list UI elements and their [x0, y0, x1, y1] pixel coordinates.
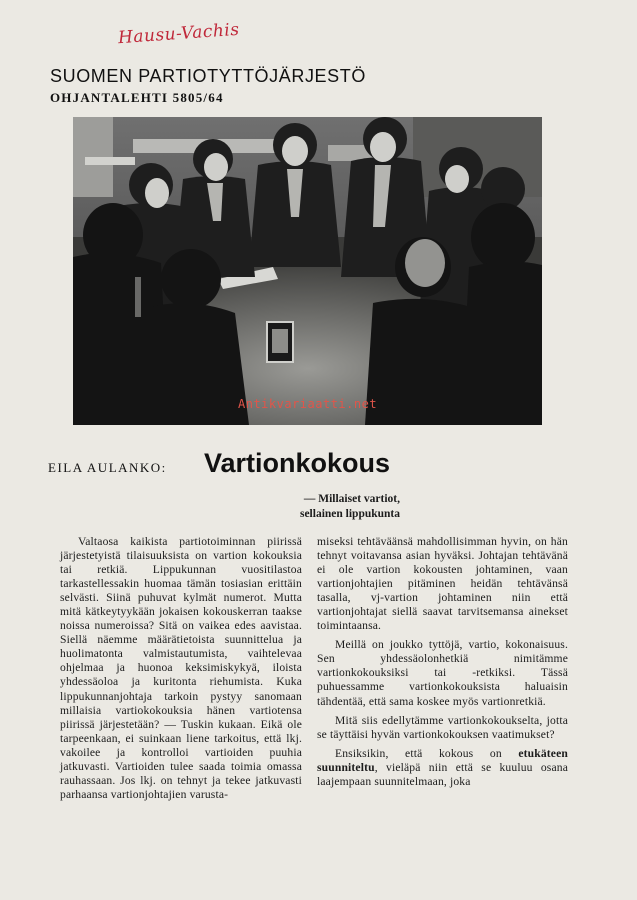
para4-end: , vieläpä niin että se kuuluu osana laajempaan suunnitelmaan, joka [317, 760, 568, 788]
watermark-text: Antikvariaatti.net [238, 397, 378, 411]
article-subtitle [180, 492, 400, 522]
article-photo [73, 117, 542, 425]
subtitle-line-2: sellainen lippukunta [299, 508, 400, 520]
article-column-right [317, 535, 568, 789]
article-column-left [60, 535, 302, 802]
right-paragraph-2: Meillä on joukko tyttöjä, vartio, kokonaisuus. Sen yhdessäolonhetkiä nimitämme vartionkokouksiksi tai -retkiksi. Tässä puhuessamme vartionkokouksista haluaisin tähdentää, että sama koskee myös vartionretkiä. [317, 638, 568, 708]
article-author: EILA AULANKO: [48, 460, 167, 475]
right-paragraph-3: Mitä siis edellytämme vartionkokoukselta, jotta se täyttäisi hyvän vartionkokouksen vaatimukset? [317, 713, 568, 741]
article-title: Vartionkokous [204, 448, 391, 478]
para4-emphasis: etukäteen suunniteltu [317, 746, 568, 774]
subtitle-line-1: — Millaiset vartiot, [303, 493, 400, 505]
para4-start: Ensiksikin, että kokous on [335, 746, 519, 760]
right-paragraph-4 [317, 747, 568, 789]
issue-number: OHJANTALEHTI 5805/64 [50, 90, 224, 105]
organization-name: SUOMEN PARTIOTYTTÖJÄRJESTÖ [50, 66, 366, 86]
photo-girl-guides-circle [73, 117, 542, 425]
left-paragraph: Valtaosa kaikista partiotoiminnan piirissä järjestetyistä tilaisuuksista on vartion kokouksia tai retkiä. Lippukunnan vuositilastoa tarkastellessakin huomaa tämän tosiasian erittäin selvästi. Siinä puhuvat kylmät numerot. Mutta mitä kätkeytyykään jokaisen kokouskerran taakse noissa numeroissa? Sitä on vaikea edes aavistaa. Siellä näemme määrätietoista suunnittelua ja huolimatonta valmistautumista, vaihtelevaa ohjelmaa ja huonoa keksimiskykyä, iloista yhdessäoloa ja kuritonta riehumista. Kuka lippukunnanjohtaja tarkoin pystyy sanomaan millaisia vartiokokouksia hänen vartiotensa piirissä järjestetään? — Tuskin kukaan. Eikä ole tarpeenkaan, ei suinkaan liene tarkoitus, että lkj. vakoilee ja kontrolloi vartioiden puuhia jatkuvasti. Vartioiden tulee saada toimia omassa rauhassaan. Jos lkj. on tehnyt ja tekee jatkuvasti parhaansa vartionjohtajien varusta- [60, 535, 302, 801]
handwritten-annotation: Hausu-Vachis [117, 19, 241, 49]
right-paragraph-1: miseksi tehtäväänsä mahdollisimman hyvin, on hän tehnyt voitavansa asian hyväksi. Johtajan tehtävänä ei ole vartion kokousten johtaminen, vaan vartionjohtajien pitäminen heidän tehtävänsä tasalla, vj-vartion johtaminen niin että vartionjohtajat siellä saavat tarvitsemansa ainekset toimintaansa. [317, 535, 568, 633]
